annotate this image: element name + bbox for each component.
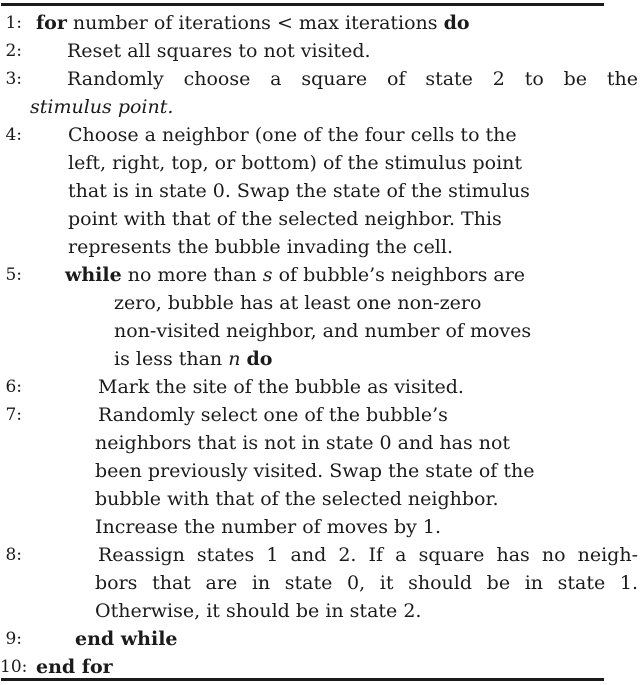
statement-text [30,93,173,121]
algorithm-line [0,289,643,317]
text-segment: bubble with that of the selected neighbor. [95,488,499,510]
algorithm-line [0,541,643,569]
text-segment: while [65,264,122,286]
line-number: 10: [0,657,28,677]
statement-text [98,541,638,569]
line-number: 2: [5,41,22,61]
algorithm-line [0,37,643,65]
text-segment: for [36,12,67,34]
statement-text [67,65,638,93]
statement-text [95,513,441,541]
algorithm-line [0,345,643,373]
text-segment: zero, bubble has at least one non-zero [114,292,482,314]
text-segment: non-visited neighbor, and number of moves [114,320,532,342]
statement-text [68,233,453,261]
statement-text [95,569,638,597]
text-segment: Mark the site of the bubble as visited. [98,376,464,398]
text-segment: number of iterations < max iterations [66,12,444,34]
algorithm-line [0,205,643,233]
text-segment: end while [75,628,178,650]
text-segment: Otherwise, it should be in state 2. [95,600,422,622]
statement-text [95,429,510,457]
statement-text [68,121,517,149]
text-segment: been previously visited. Swap the state of the [95,460,535,482]
statement-text [95,457,535,485]
statement-text [36,653,113,681]
algorithm-line [0,233,643,261]
text-segment: Reset all squares to not visited. [67,40,371,62]
line-number: 8: [5,545,22,565]
statement-text [68,149,522,177]
statement-text [68,205,502,233]
algorithm-line [0,457,643,485]
statement-text [114,317,531,345]
statement-text [114,289,481,317]
line-number: 5: [5,265,22,285]
statement-text [65,261,525,289]
statement-text [95,597,421,625]
statement-text [36,9,470,37]
statement-text [68,177,530,205]
algorithm-line [0,317,643,345]
algorithm-line [0,261,643,289]
text-segment: Reassign states 1 and 2. If a square has no neigh- [98,544,638,566]
algorithm-line [0,597,643,625]
algorithm-line [0,65,643,93]
statement-text [98,373,464,401]
text-segment: is less than [114,348,229,370]
statement-text [114,345,272,373]
text-segment: n [228,348,241,370]
text-segment: left, right, top, or bottom) of the stimulus point [68,152,523,174]
algorithm-line [0,485,643,513]
text-segment: end for [36,656,113,678]
algorithm-line [0,429,643,457]
bottom-rule [1,678,604,681]
line-number: 7: [5,405,22,425]
line-number: 3: [5,69,22,89]
statement-text [75,625,178,653]
top-rule [1,3,604,6]
text-segment: Choose a neighbor (one of the four cells to the [68,124,517,146]
text-segment: that is in state 0. Swap the state of the stimulus [68,180,530,202]
algorithm-line [0,625,643,653]
text-segment: no more than [121,264,263,286]
line-number: 9: [5,629,22,649]
algorithm-line [0,93,643,121]
text-segment: Randomly select one of the bubble’s [98,404,448,426]
line-number: 1: [5,13,22,33]
text-segment: Increase the number of moves by 1. [95,516,442,538]
line-number: 6: [5,377,22,397]
algorithm-line [0,569,643,597]
text-segment: do [246,348,273,370]
text-segment: of bubble’s neighbors are [272,264,526,286]
algorithm-line [0,401,643,429]
algorithm-line [0,653,643,681]
statement-text [95,485,499,513]
algorithm-line [0,149,643,177]
text-segment: Randomly choose a square of state 2 to be the [67,68,638,90]
text-segment: s [262,264,273,286]
statement-text [98,401,448,429]
algorithm-line [0,177,643,205]
text-segment: neighbors that is not in state 0 and has not [95,432,511,454]
text-segment: point with that of the selected neighbor. This [68,208,502,230]
text-segment: represents the bubble invading the cell. [68,236,454,258]
statement-text [67,37,371,65]
algorithm-line [0,373,643,401]
text-segment: bors that are in state 0, it should be in state 1. [95,572,638,594]
algorithm-body [0,9,643,681]
algorithm-line [0,513,643,541]
algorithm-line [0,9,643,37]
algorithm-line [0,121,643,149]
line-number: 4: [5,125,22,145]
text-segment: stimulus point. [30,96,174,118]
text-segment: do [443,12,470,34]
